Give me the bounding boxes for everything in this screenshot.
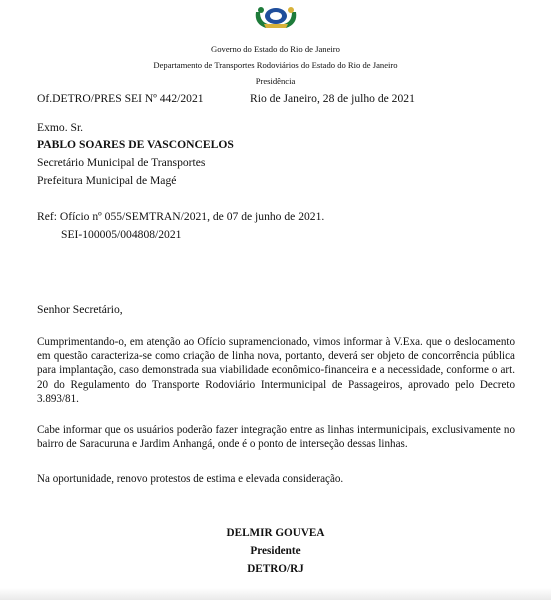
body-closing: Na oportunidade, renovo protestos de estima e elevada consideração. bbox=[37, 473, 344, 485]
office-number: Of.DETRO/PRES SEI Nº 442/2021 bbox=[37, 92, 204, 105]
page-bottom-shadow bbox=[0, 588, 551, 600]
body-paragraph-2: Cabe informar que os usuários poderão fazer integração entre as linhas intermunicipais, exclusivamente no bairro de Saracuruna e Jardim Anhangá, onde é o ponto de interseção dessas linhas. bbox=[37, 424, 515, 451]
body-paragraph-1: Cumprimentando-o, em atenção ao Ofício supramencionado, vimos informar à V.Exa. que o deslocamento em questão caracteriza-se como criação de linha nova, portanto, deverá ser objeto de concorrência pública para implantação, caso demonstrada sua viabilidade econômico-financeira e a necessidade, conforme o art. 20 do Regulamento do Transporte Rodoviário Intermunicipal de Passageiros, aprovado pelo Decreto 3.893/81. bbox=[37, 336, 515, 405]
recipient-organization: Prefeitura Municipal de Magé bbox=[37, 174, 177, 187]
state-coat-of-arms-icon bbox=[252, 0, 300, 30]
header-presidency: Presidência bbox=[255, 76, 296, 86]
place-date: Rio de Janeiro, 28 de julho de 2021 bbox=[250, 92, 415, 105]
signatory-name: DELMIR GOUVEA bbox=[226, 527, 325, 539]
header-government: Governo do Estado do Rio de Janeiro bbox=[211, 44, 340, 54]
greeting: Senhor Secretário, bbox=[37, 303, 123, 316]
recipient-name: PABLO SOARES DE VASCONCELOS bbox=[37, 138, 234, 151]
reference-process-number: SEI-100005/004808/2021 bbox=[61, 228, 182, 241]
recipient-title: Secretário Municipal de Transportes bbox=[37, 156, 206, 169]
signatory-organization: DETRO/RJ bbox=[247, 563, 304, 575]
signatory-role: Presidente bbox=[250, 545, 301, 557]
header-department: Departamento de Transportes Rodoviários do Estado do Rio de Janeiro bbox=[153, 60, 398, 70]
recipient-salutation: Exmo. Sr. bbox=[37, 121, 84, 134]
reference-letter: Ref: Ofício nº 055/SEMTRAN/2021, de 07 de junho de 2021. bbox=[37, 210, 325, 223]
